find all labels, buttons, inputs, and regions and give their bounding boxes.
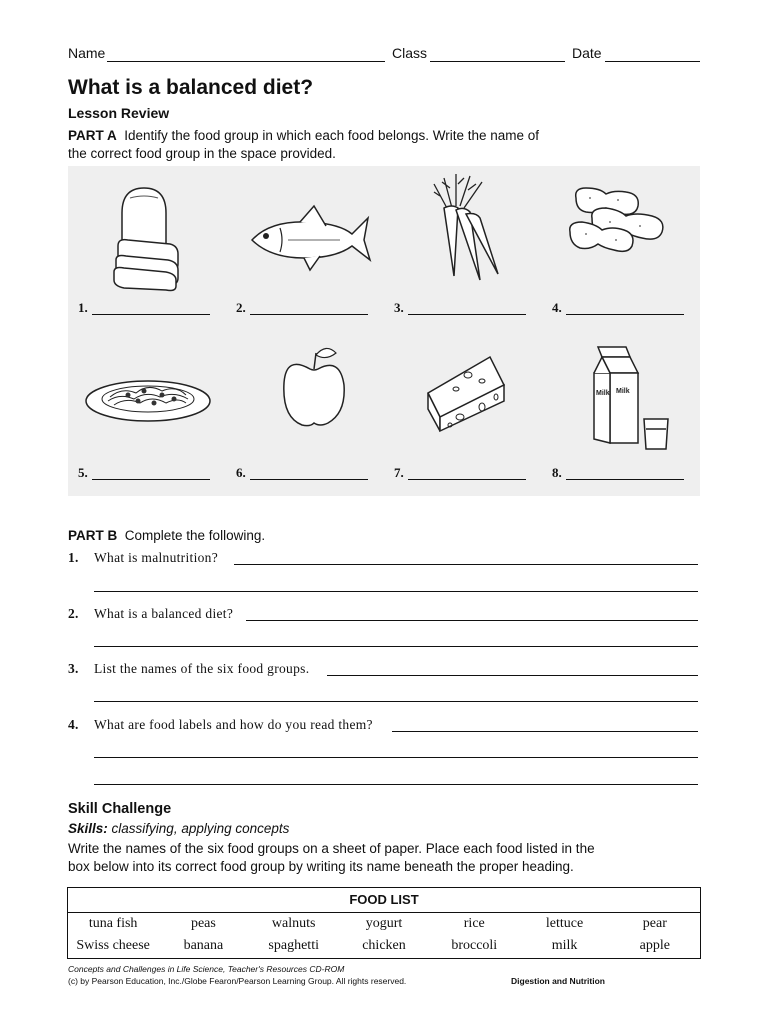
- food-list-item: rice: [463, 916, 485, 931]
- item-2-answer-line[interactable]: [250, 314, 368, 315]
- item-3-answer-line[interactable]: [408, 314, 526, 315]
- food-list-row-1: [68, 916, 700, 932]
- food-item-5: [68, 331, 226, 496]
- food-list-row-2: [68, 938, 700, 954]
- date-field[interactable]: [605, 61, 700, 62]
- food-list-item: yogurt: [365, 916, 403, 931]
- part-a-instructions: [68, 127, 568, 163]
- item-1-number: 1.: [78, 300, 88, 315]
- food-item-8: [542, 331, 700, 496]
- food-list-item: apple: [639, 938, 670, 953]
- footer-copyright: (c) by Pearson Education, Inc./Globe Fearon/Pearson Learning Group. All rights reserved.: [68, 976, 407, 986]
- lesson-review-heading: Lesson Review: [68, 105, 170, 121]
- answer-4-line-3[interactable]: [94, 784, 698, 785]
- question-1: [68, 550, 218, 566]
- answer-4-line-1[interactable]: [392, 731, 698, 732]
- question-4-number: 4.: [68, 717, 79, 732]
- food-list-item: banana: [183, 938, 224, 953]
- answer-2-line-2[interactable]: [94, 646, 698, 647]
- item-5-answer-line[interactable]: [92, 479, 210, 480]
- name-label: Name: [68, 45, 106, 61]
- food-item-4: [542, 166, 700, 331]
- footer-chapter: Digestion and Nutrition: [511, 976, 605, 986]
- question-1-number: 1.: [68, 550, 79, 565]
- food-item-6: [226, 331, 384, 496]
- skills-text: classifying, applying concepts: [111, 821, 290, 836]
- question-2: [68, 606, 233, 622]
- food-item-2: [226, 166, 384, 331]
- answer-1-line-1[interactable]: [234, 564, 698, 565]
- item-8-number: 8.: [552, 465, 562, 480]
- question-3-text: List the names of the six food groups.: [94, 661, 310, 676]
- food-list-item: broccoli: [451, 938, 498, 953]
- item-8-answer-line[interactable]: [566, 479, 684, 480]
- food-list-box: [67, 887, 701, 959]
- carrots-icon: [398, 168, 528, 298]
- class-label: Class: [392, 45, 428, 61]
- answer-3-line-1[interactable]: [327, 675, 698, 676]
- item-7-number: 7.: [394, 465, 404, 480]
- peanuts-icon: [556, 168, 686, 298]
- item-4-number: 4.: [552, 300, 562, 315]
- answer-2-line-1[interactable]: [246, 620, 698, 621]
- food-item-3: [384, 166, 542, 331]
- food-item-7: [384, 331, 542, 496]
- food-picture-panel: [68, 166, 700, 496]
- item-3-number: 3.: [394, 300, 404, 315]
- item-6-number: 6.: [236, 465, 246, 480]
- question-3: [68, 661, 309, 677]
- class-field[interactable]: [430, 61, 565, 62]
- food-list-item: pear: [642, 916, 667, 931]
- name-field[interactable]: [107, 61, 385, 62]
- skill-challenge-text-2: box below into its correct food group by writing its name beneath the proper heading.: [68, 859, 574, 874]
- skill-challenge-text: [68, 840, 628, 876]
- footer-source: Concepts and Challenges in Life Science, Teacher's Resources CD-ROM: [68, 964, 345, 974]
- date-label: Date: [572, 45, 602, 61]
- food-list-item: tuna fish: [88, 916, 138, 931]
- food-item-1: [68, 166, 226, 331]
- cheese-icon: [398, 333, 528, 463]
- milk-label-left: Milk: [596, 390, 610, 397]
- food-list-item: spaghetti: [268, 938, 319, 953]
- page-title: What is a balanced diet?: [68, 76, 314, 99]
- part-b-instructions: [68, 528, 265, 543]
- question-2-number: 2.: [68, 606, 79, 621]
- part-a-text-1: Identify the food group in which each food belongs. Write the name of: [124, 128, 540, 143]
- food-list-item: lettuce: [545, 916, 584, 931]
- skills-line: [68, 821, 289, 836]
- fish-icon: [240, 168, 380, 298]
- answer-4-line-2[interactable]: [94, 757, 698, 758]
- skills-label: Skills:: [68, 821, 108, 836]
- apple-icon: [240, 333, 370, 463]
- part-b-text: Complete the following.: [124, 528, 266, 543]
- milk-label-right: Milk: [616, 388, 630, 395]
- food-list-item: chicken: [362, 938, 406, 953]
- food-list-item: milk: [551, 938, 578, 953]
- bread-icon: [82, 168, 212, 298]
- item-7-answer-line[interactable]: [408, 479, 526, 480]
- question-3-number: 3.: [68, 661, 79, 676]
- skill-challenge-text-1: Write the names of the six food groups on a sheet of paper. Place each food listed in the: [68, 841, 595, 856]
- food-list-heading: FOOD LIST: [68, 888, 700, 913]
- item-6-answer-line[interactable]: [250, 479, 368, 480]
- spaghetti-plate-icon: [82, 333, 222, 463]
- skill-challenge-heading: Skill Challenge: [68, 801, 172, 817]
- milk-carton-icon: [556, 333, 686, 463]
- part-a-label: PART A: [68, 128, 117, 143]
- item-4-answer-line[interactable]: [566, 314, 684, 315]
- question-4-text: What are food labels and how do you read them?: [94, 717, 373, 732]
- question-4: [68, 717, 373, 733]
- answer-3-line-2[interactable]: [94, 701, 698, 702]
- item-2-number: 2.: [236, 300, 246, 315]
- food-list-item: walnuts: [271, 916, 316, 931]
- part-b-label: PART B: [68, 528, 118, 543]
- question-1-text: What is malnutrition?: [94, 550, 219, 565]
- item-5-number: 5.: [78, 465, 88, 480]
- part-a-text-2: the correct food group in the space provided.: [68, 146, 336, 161]
- food-list-item: Swiss cheese: [76, 938, 150, 953]
- question-2-text: What is a balanced diet?: [94, 606, 234, 621]
- food-list-item: peas: [190, 916, 216, 931]
- answer-1-line-2[interactable]: [94, 591, 698, 592]
- item-1-answer-line[interactable]: [92, 314, 210, 315]
